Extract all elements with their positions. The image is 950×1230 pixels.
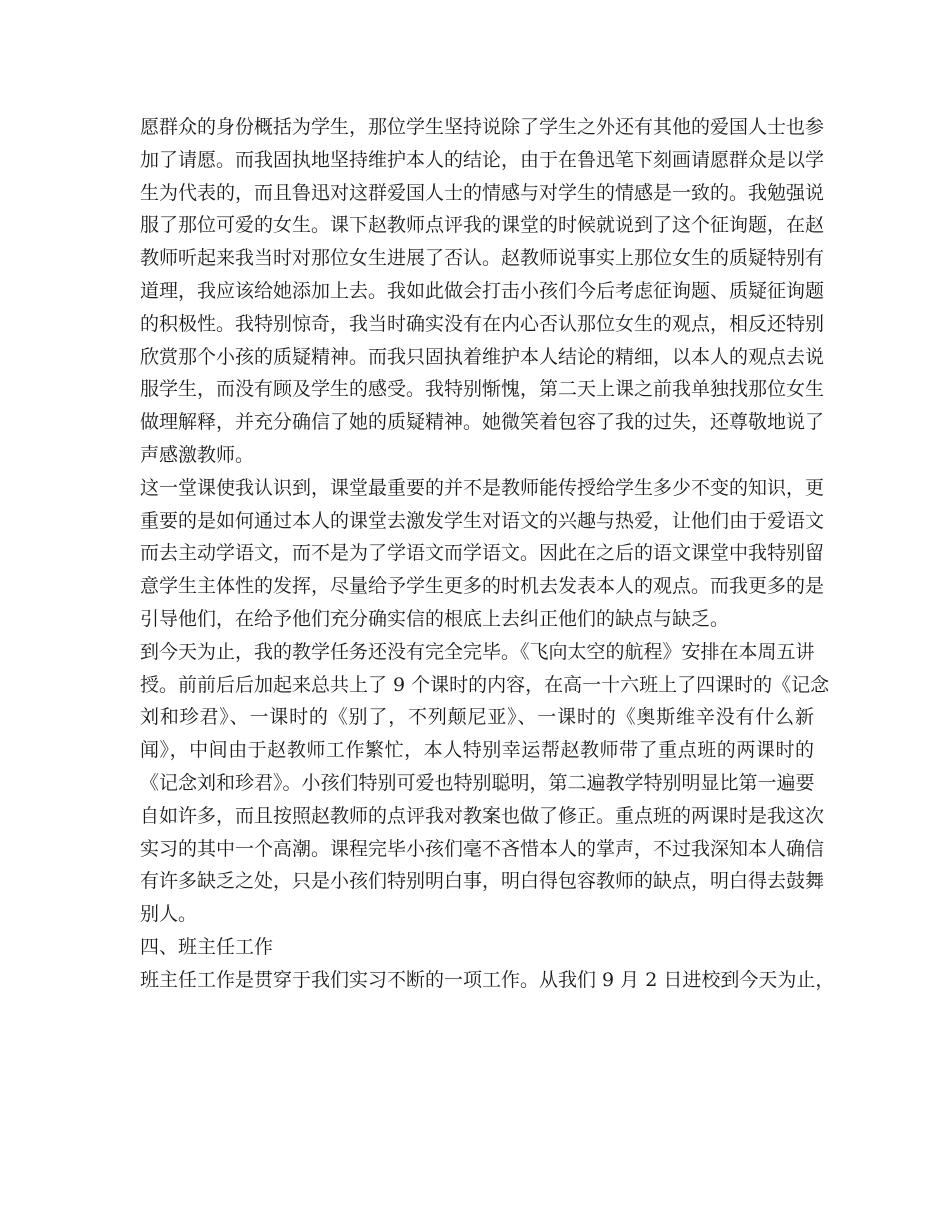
text-line: 闻》，中间由于赵教师工作繁忙，本人特别幸运帮赵教师带了重点班的两课时的	[140, 739, 814, 762]
text-line: 有许多缺乏之处，只是小孩们特别明白事，明白得包容教师的缺点，明白得去鼓舞	[140, 870, 825, 893]
text-line: 做理解释，并充分确信了她的质疑精神。她微笑着包容了我的过失，还尊敬地说了	[140, 411, 825, 434]
text-line: 自如许多，而且按照赵教师的点评我对教案也做了修正。重点班的两课时是我这次	[140, 804, 825, 827]
section-heading: 四、班主任工作	[140, 935, 274, 958]
text-line: 欣赏那个小孩的质疑精神。而我只固执着维护本人结论的精细，以本人的观点去说	[140, 345, 825, 368]
text-line: 刘和珍君》、一课时的《别了，不列颠尼亚》、一课时的《奥斯维辛没有什么新	[140, 706, 814, 729]
text-line: 《记念刘和珍君》。小孩们特别可爱也特别聪明，第二遍教学特别明显比第一遍要	[140, 771, 815, 794]
text-line: 别人。	[140, 903, 198, 926]
text-line: 授。前前后后加起来总共上了 9 个课时的内容，在高一十六班上了四课时的《记念	[140, 673, 830, 696]
body-text	[140, 111, 835, 997]
text-line: 服了那位可爱的女生。课下赵教师点评我的课堂的时候就说到了这个征询题，在赵	[140, 214, 825, 237]
text-line: 班主任工作是贯穿于我们实习不断的一项工作。从我们 9 月 2 日进校到今天为止，	[140, 968, 835, 991]
text-line: 到今天为止，我的教学任务还没有完全完毕。《飞向太空的航程》安排在本周五讲	[140, 640, 815, 663]
text-line: 教师听起来我当时对那位女生进展了否认。赵教师说事实上那位女生的质疑特别有	[140, 247, 825, 270]
text-line: 这一堂课使我认识到，课堂最重要的并不是教师能传授给学生多少不变的知识，更	[140, 476, 825, 499]
text-line: 引导他们，在给予他们充分确实信的根底上去纠正他们的缺点与缺乏。	[140, 607, 730, 630]
text-line: 愿群众的身份概括为学生，那位学生坚持说除了学生之外还有其他的爱国人士也参	[140, 116, 825, 138]
text-line: 而去主动学语文，而不是为了学语文而学语文。因此在之后的语文课堂中我特别留	[140, 542, 825, 565]
text-line: 声感激教师。	[140, 443, 255, 466]
text-line: 实习的其中一个高潮。课程完毕小孩们毫不吝惜本人的掌声，不过我深知本人确信	[140, 837, 825, 860]
text-line: 加了请愿。而我固执地坚持维护本人的结论，由于在鲁迅笔下刻画请愿群众是以学	[140, 148, 825, 171]
text-line: 生为代表的，而且鲁迅对这群爱国人士的情感与对学生的情感是一致的。我勉强说	[140, 181, 825, 204]
text-line: 的积极性。我特别惊奇，我当时确实没有在内心否认那位女生的观点，相反还特别	[140, 312, 825, 335]
text-line: 重要的是如何通过本人的课堂去激发学生对语文的兴趣与热爱，让他们由于爱语文	[140, 509, 825, 532]
text-line: 道理，我应该给她添加上去。我如此做会打击小孩们今后考虑征询题、质疑征询题	[140, 279, 825, 302]
text-line: 意学生主体性的发挥，尽量给予学生更多的时机去发表本人的观点。而我更多的是	[140, 575, 825, 598]
text-line: 服学生，而没有顾及学生的感受。我特别惭愧，第二天上课之前我单独找那位女生	[140, 378, 825, 401]
